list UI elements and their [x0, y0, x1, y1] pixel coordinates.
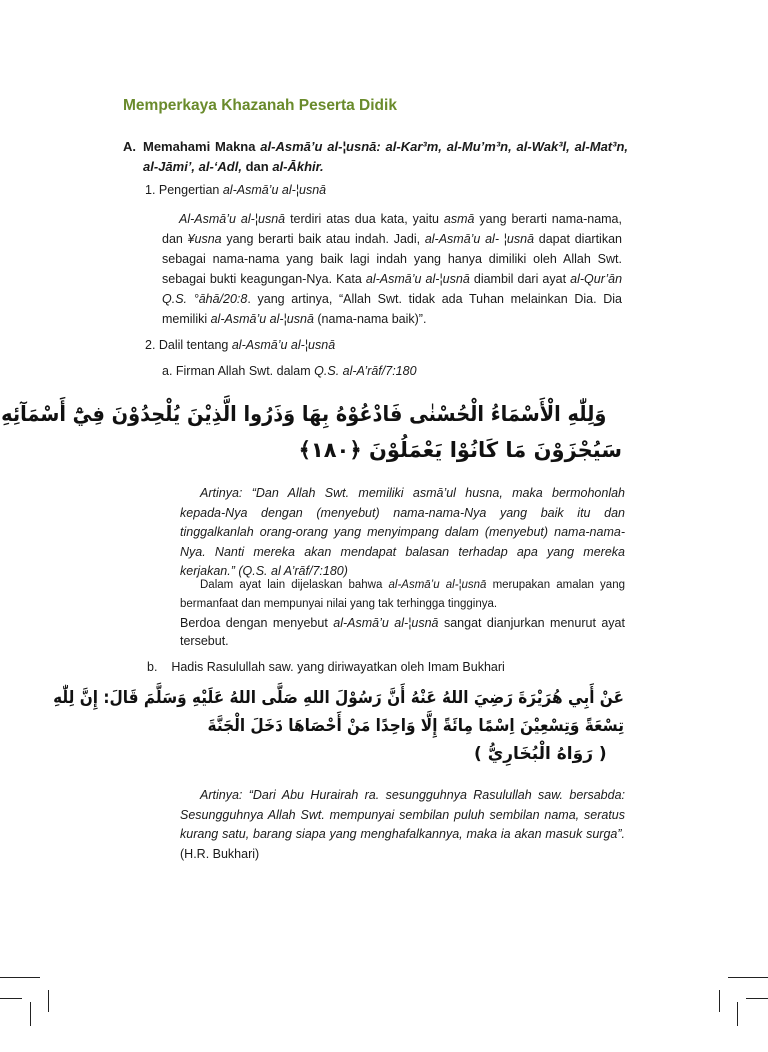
hadith-image [53, 684, 624, 774]
note-1 [180, 576, 625, 614]
quran-verse-image [1, 396, 622, 476]
hadith-line1: عَنْ أَبِي هُرَيْرَةَ رَضِيَ اللهُ عَنْهُ أَنَّ رَسُوْلَ اللهِ صَلَّى اللهُ عَلَيْهِ وَسَلَّمَ قَالَ: إِنَّ لِلّٰهِ [53, 688, 624, 708]
note-1-italic: al-Asmā’u al-¦usnā [388, 579, 487, 591]
quran-verse-line2: سَيُجْزَوْنَ مَا كَانُوْا يَعْمَلُوْنَ ﴿١٨٠﴾ [298, 438, 622, 462]
verse-translation: Artinya: “Dan Allah Swt. memiliki asmā’ul husna, maka bermohonlah kepada-Nya dengan (menyebut) nama-nama-Nya yang baik itu dan tinggalkanlah orang-orang yang menyimpang dalam (menyebut) nama-nama-Nya. Nanti mereka akan mendapat balasan terhadap apa yang mereka kerjakan.” (Q.S. al A’rāf/7:180) [180, 486, 625, 578]
section-a-names: al-Asmā’u al-¦usnā: al-Kar³m, al-Mu’m³n, al-Wak³l, al-Mat³n, al-Jāmi’, al-‘Adl, [143, 139, 629, 174]
note-2-italic: al-Asmā’u al-¦usnā [333, 616, 439, 630]
item1-label-italic: al-Asmā’u al-¦usnā [222, 183, 327, 197]
hadith-translation [180, 786, 625, 864]
note-1-post: merupakan amalan yang bermanfaat dan mempunyai nilai yang tak terhingga tingginya. [180, 579, 625, 610]
item1-heading [145, 181, 326, 200]
crop-mark [48, 990, 49, 1012]
hadith-translation-text: Artinya: “Dari Abu Hurairah ra. sesungguhnya Rasulullah saw. bersabda: Sesungguhnya Allah Swt. mempunyai sembilan puluh sembilan nama, seratus kurang satu, barang siapa yang menghafalkannya, maka ia akan masuk surga”. [180, 788, 625, 841]
item1-body-text: yang berarti baik atau indah. Jadi, [221, 232, 425, 246]
note-2-pre: Berdoa dengan menyebut [180, 616, 334, 630]
item1-label: 1. Pengertian [145, 183, 223, 197]
note-1-pre: Dalam ayat lain dijelaskan bahwa [200, 579, 389, 591]
section-a-connector: dan [241, 159, 273, 174]
item2a-ref: Q.S. al-A’rāf/7:180 [314, 364, 417, 378]
crop-mark [30, 1002, 31, 1026]
quran-verse-line1: وَلِلّٰهِ الْأَسْمَاءُ الْحُسْنٰى فَادْعُوْهُ بِهَا وَذَرُوا الَّذِيْنَ يُلْحِدُوْنَ فِيْٓ أَسْمَآئِهِ [1, 402, 607, 426]
crop-mark [0, 998, 22, 999]
item2-heading [145, 336, 335, 355]
item1-body-text: . yang artinya, “Allah Swt. tidak ada Tuhan melainkan Dia. Dia memiliki [162, 292, 623, 326]
item1-body-italic: al-Asmā’u al-¦usnā [210, 312, 314, 326]
item2a-heading [162, 362, 417, 381]
section-a-last: al-Ākhir. [272, 159, 324, 174]
crop-mark [0, 977, 40, 978]
item1-body-italic: asmā [443, 212, 475, 226]
item1-body-italic: al-Qur’ān Q.S. °āhā/20:8 [162, 272, 623, 306]
hadith-line2: تِسْعَةً وَتِسْعِيْنَ اِسْمًا مِائَةً إِلَّا وَاحِدًا مَنْ أَحْصَاهَا دَخَلَ الْجَنَّةَ [207, 716, 624, 736]
page-title: Memperkaya Khazanah Peserta Didik [123, 97, 397, 114]
item1-body-text: dapat diartikan sebagai nama-nama yang baik lagi indah yang hanya dimiliki oleh Allah Swt. sebagai bukti keagungan-Nya. Kata [162, 232, 622, 286]
item2-label-italic: al-Asmā’u al-¦usnā [231, 338, 336, 352]
item1-body-text: (nama-nama baik)”. [313, 312, 427, 326]
section-a-marker: A. [123, 139, 136, 154]
item1-body-text: yang berarti nama-nama, dan [162, 212, 622, 246]
crop-mark [737, 1002, 738, 1026]
section-a-heading [123, 137, 628, 177]
item1-body-italic: Al-Asmā’u al-¦usnā [179, 212, 286, 226]
item1-body-italic: al-Asmā’u al-¦usnā [365, 272, 470, 286]
crop-mark [746, 998, 768, 999]
item1-body-italic: ¥usna [187, 232, 222, 246]
item1-body-italic: al-Asmā’u al- ¦usnā [424, 232, 535, 246]
item1-body-text: diambil dari ayat [469, 272, 571, 286]
item1-body [162, 209, 622, 329]
hadith-translation-ref: (H.R. Bukhari) [180, 846, 260, 861]
item2b-heading: b. Hadis Rasulullah saw. yang diriwayatkan oleh Imam Bukhari [147, 660, 505, 674]
note-2 [180, 614, 625, 650]
item2a-label: a. Firman Allah Swt. dalam [162, 364, 315, 378]
item1-body-text: terdiri atas dua kata, yaitu [285, 212, 444, 226]
hadith-line3: ( رَوَاهُ الْبُخَارِيُّ ) [474, 744, 607, 764]
crop-mark [719, 990, 720, 1012]
item2-label: 2. Dalil tentang [145, 338, 232, 352]
note-2-post: sangat dianjurkan menurut ayat tersebut. [180, 616, 625, 648]
section-a-lead: Memahami Makna [143, 139, 261, 154]
crop-mark [728, 977, 768, 978]
